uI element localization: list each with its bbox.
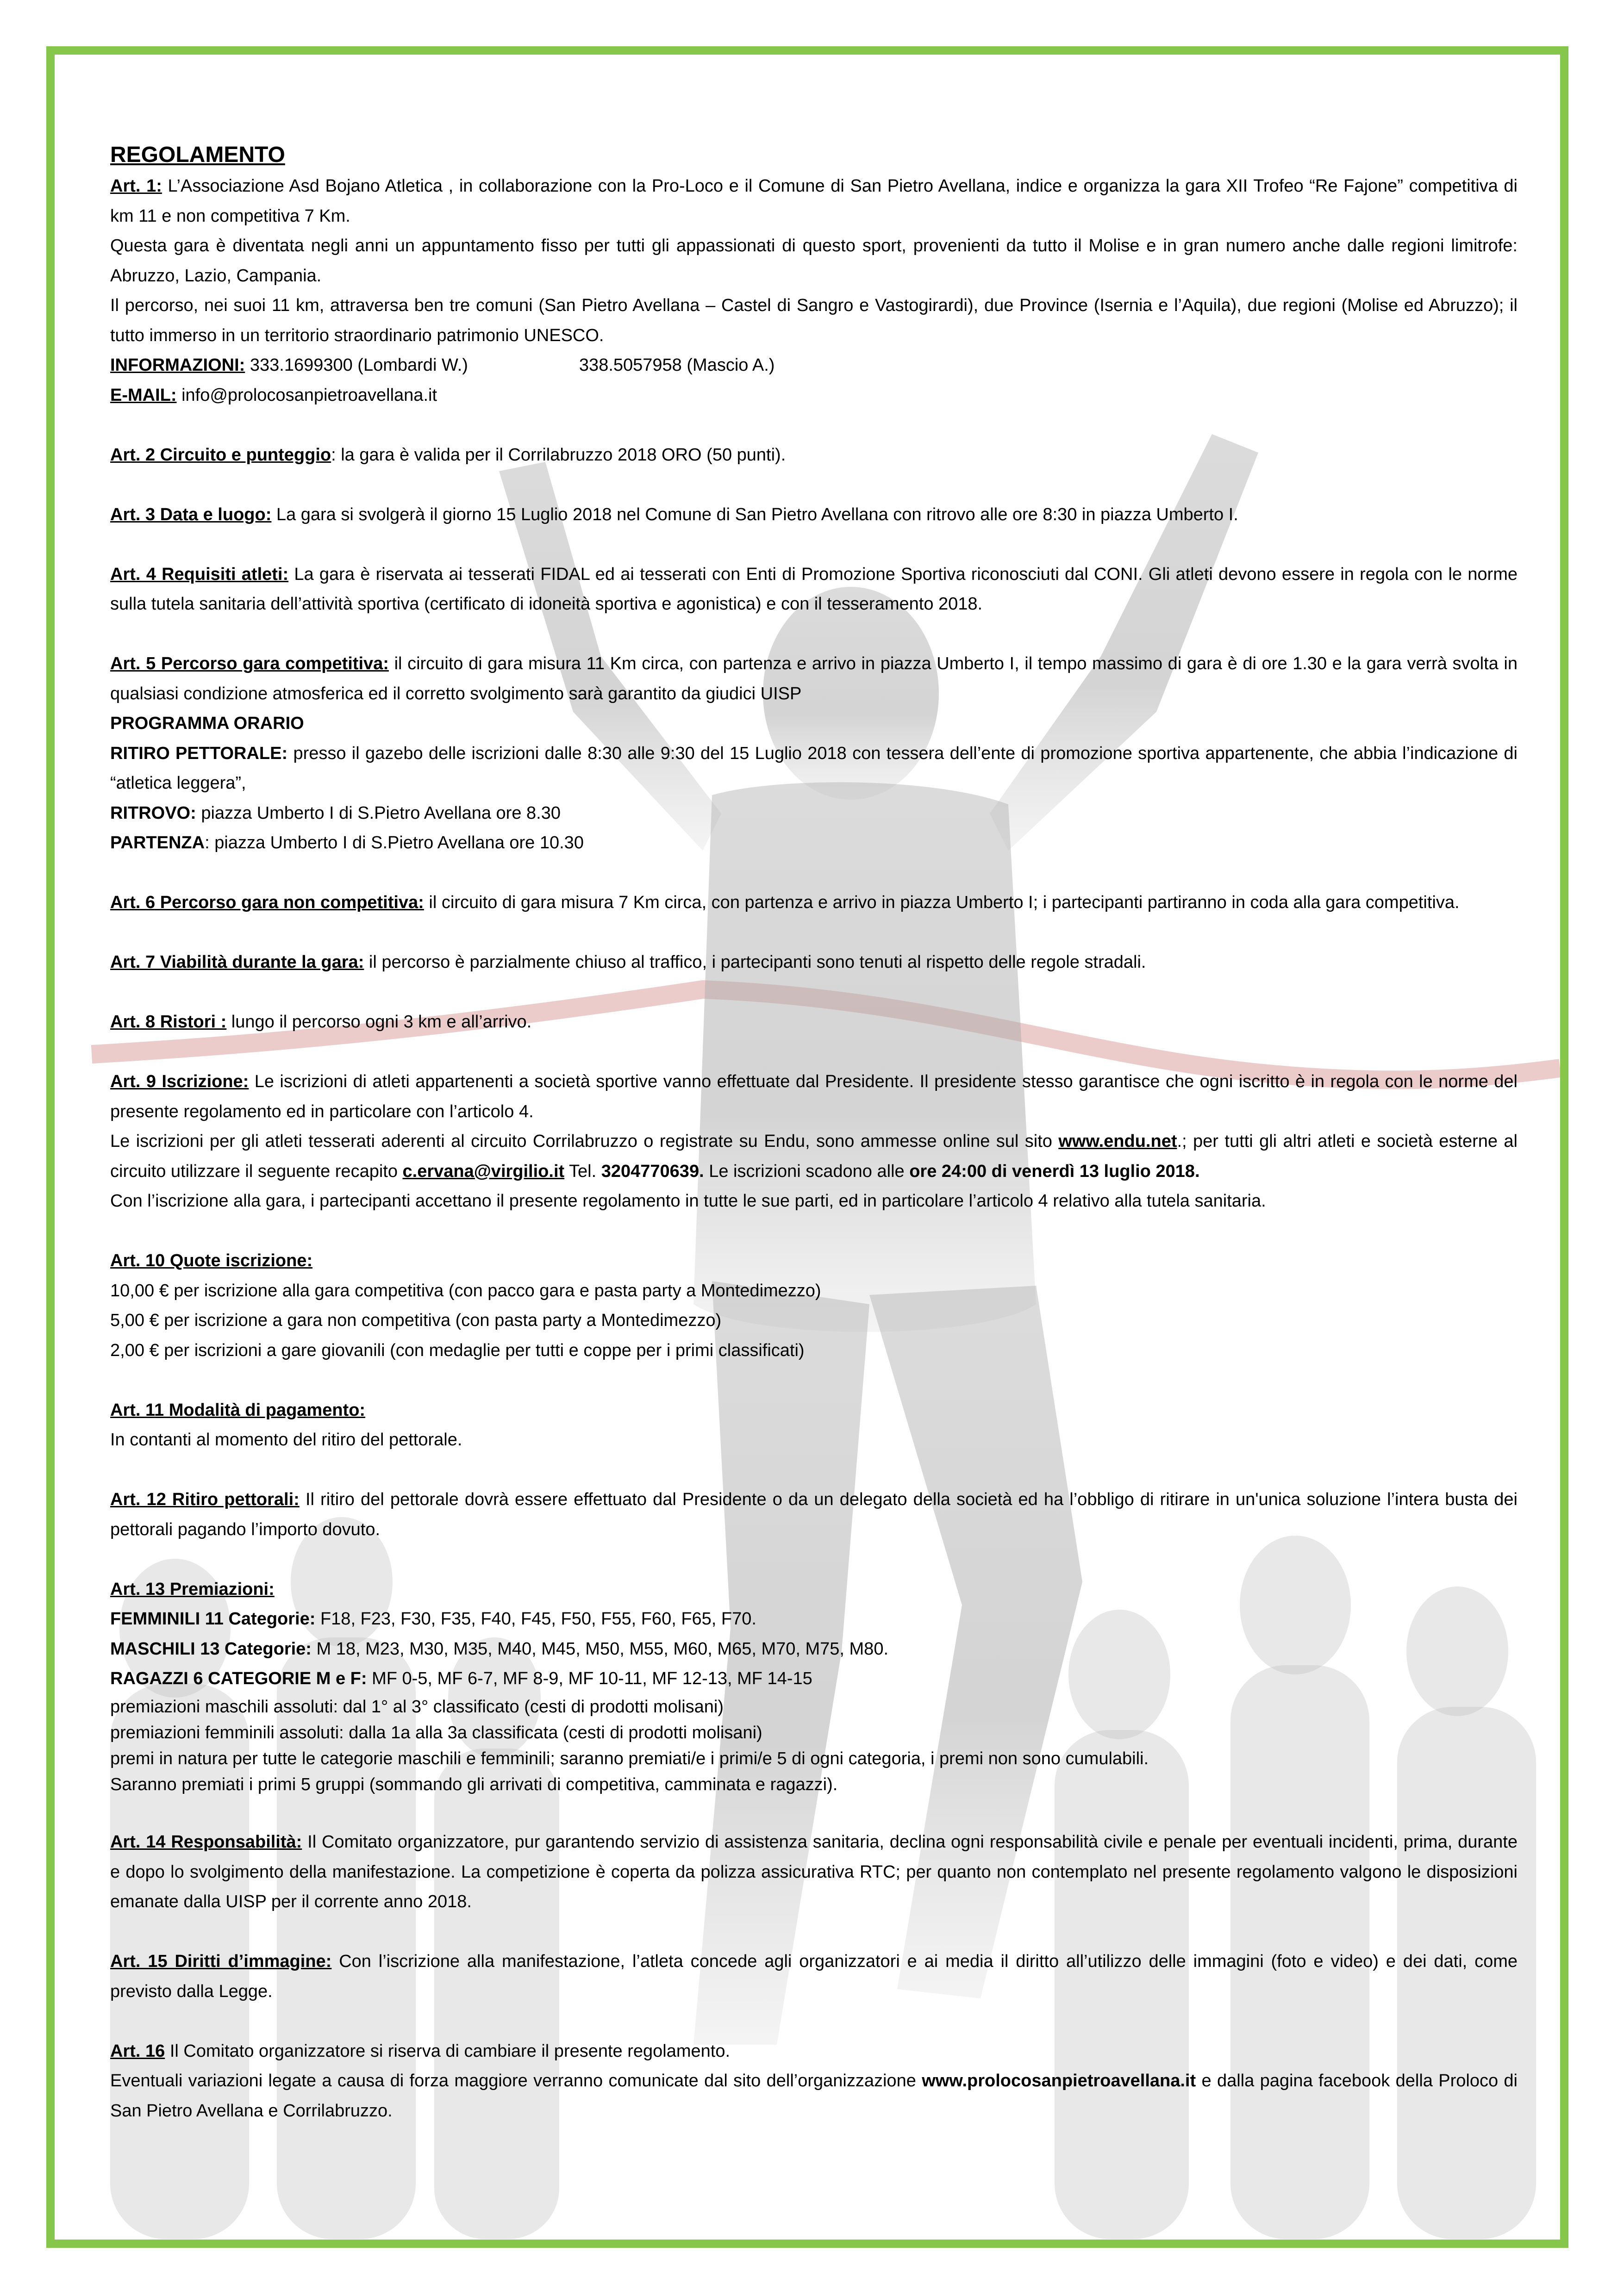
- art15-paragraph: Art. 15 Diritti d’immagine: Con l’iscrizione alla manifestazione, l’atleta concede agli organizzatori e ai media il diritto all’utilizzo delle immagini (foto e video) e dei dati, come previsto dalla Legge.: [110, 1952, 1518, 2001]
- info-line: INFORMAZIONI: 333.1699300 (Lombardi W.) 338.5057958 (Mascio A.): [110, 355, 775, 375]
- art9-paragraph: Art. 9 Iscrizione: Le iscrizioni di atleti appartenenti a società sportive vanno effettuate dal Presidente. Il presidente stesso garantisce che ogni iscritto è in regola con le norme del presente regolamento ed in particolare con l’articolo 4.: [110, 1072, 1518, 1121]
- premi-line-3: premi in natura per tutte le categorie maschili e femminili; saranno premiati/e i primi/e 5 di ogni categoria, i premi non sono cumulabili.: [110, 1748, 1149, 1768]
- programma-orario: PROGRAMMA ORARIO: [110, 714, 304, 733]
- ritrovo: RITROVO: piazza Umberto I di S.Pietro Avellana ore 8.30: [110, 803, 561, 823]
- art6-paragraph: Art. 6 Percorso gara non competitiva: il circuito di gara misura 7 Km circa, con partenza e arrivo in piazza Umberto I; i partecipanti partiranno in coda alla gara competitiva.: [110, 893, 1460, 912]
- art12-paragraph: Art. 12 Ritiro pettorali: Il ritiro del pettorale dovrà essere effettuato dal Presidente o da un delegato della società ed ha l’obbligo di ritirare in un'unica soluzione l’intera busta dei pettorali pagando l’importo dovuto.: [110, 1490, 1518, 1539]
- ritiro-pettorale: RITIRO PETTORALE: presso il gazebo delle iscrizioni dalle 8:30 alle 9:30 del 15 Luglio 2018 con tessera dell’ente di promozione sportiva appartenente, che abbia l’indicazione di “atletica leggera”,: [110, 743, 1518, 793]
- art9-paragraph-3: Con l’iscrizione alla gara, i partecipanti accettano il presente regolamento in tutte le sue parti, ed in particolare l’articolo 4 relativo alla tutela sanitaria.: [110, 1191, 1266, 1211]
- quota-3: 2,00 € per iscrizioni a gare giovanili (con medaglie per tutti e coppe per i primi classificati): [110, 1340, 805, 1360]
- quota-1: 10,00 € per iscrizione alla gara competitiva (con pacco gara e pasta party a Montedimezzo): [110, 1281, 821, 1300]
- maschili-categorie: MASCHILI 13 Categorie: M 18, M23, M30, M35, M40, M45, M50, M55, M60, M65, M70, M75, M80.: [110, 1639, 889, 1659]
- art14-paragraph: Art. 14 Responsabilità: Il Comitato organizzatore, pur garantendo servizio di assistenza sanitaria, declina ogni responsabilità civile e penale per eventuali incidenti, prima, durante e dopo lo svolgimento della manifestazione. La competizione è coperta da polizza assicurativa RTC; per quanto non contemplato nel presente regolamento valgono le disposizioni emanate dalla UISP per il corrente anno 2018.: [110, 1832, 1518, 1911]
- art7-paragraph: Art. 7 Viabilità durante la gara: il percorso è parzialmente chiuso al traffico, i partecipanti sono tenuti al rispetto delle regole stradali.: [110, 952, 1146, 972]
- art2-paragraph: Art. 2 Circuito e punteggio: la gara è valida per il Corrilabruzzo 2018 ORO (50 punti).: [110, 445, 786, 465]
- premi-line-4: Saranno premiati i primi 5 gruppi (sommando gli arrivati di competitiva, camminata e ragazzi).: [110, 1774, 838, 1794]
- art4-paragraph: Art. 4 Requisiti atleti: La gara è riservata ai tesserati FIDAL ed ai tesserati con Enti di Promozione Sportiva riconosciuti dal CONI. Gli atleti devono essere in regola con le norme sulla tutela sanitaria dell’attività sportiva (certificato di idoneità sportiva e agonistica) e con il tesseramento 2018.: [110, 564, 1518, 614]
- page-title: REGOLAMENTO: [110, 143, 285, 167]
- premi-line-1: premiazioni maschili assoluti: dal 1° al 3° classificato (cesti di prodotti molisani): [110, 1697, 724, 1717]
- art9-paragraph-2: Le iscrizioni per gli atleti tesserati aderenti al circuito Corrilabruzzo o registrate su Endu, sono ammesse online sul sito www.endu.net.; per tutti gli altri atleti e società esterne al circuito utilizzare il seguente recapito c.ervana@virgilio.it Tel. 3204770639. Le iscrizioni scadono alle ore 24:00 di venerdì 13 luglio 2018.: [110, 1132, 1518, 1181]
- regolamento-document: [110, 139, 1518, 2126]
- premi-line-2: premiazioni femminili assoluti: dalla 1a alla 3a classificata (cesti di prodotti molisani): [110, 1723, 762, 1742]
- femminili-categorie: FEMMINILI 11 Categorie: F18, F23, F30, F35, F40, F45, F50, F55, F60, F65, F70.: [110, 1609, 756, 1629]
- art1-paragraph: Art. 1: L’Associazione Asd Bojano Atletica , in collaborazione con la Pro-Loco e il Comune di San Pietro Avellana, indice e organizza la gara XII Trofeo “Re Fajone” competitiva di km 11 e non competitiva 7 Km.: [110, 176, 1518, 226]
- art11-heading: Art. 11 Modalità di pagamento:: [110, 1400, 366, 1420]
- art1-paragraph-2: Questa gara è diventata negli anni un appuntamento fisso per tutti gli appassionati di questo sport, provenienti da tutto il Molise e in gran numero anche dalle regioni limitrofe: Abruzzo, Lazio, Campania.: [110, 236, 1518, 286]
- art1-heading: Art. 1:: [110, 176, 162, 196]
- art8-paragraph: Art. 8 Ristori : lungo il percorso ogni 3 km e all’arrivo.: [110, 1012, 532, 1032]
- quota-2: 5,00 € per iscrizione a gara non competitiva (con pasta party a Montedimezzo): [110, 1311, 722, 1330]
- ervana-email-link[interactable]: c.ervana@virgilio.it: [402, 1161, 565, 1181]
- endu-link[interactable]: www.endu.net: [1058, 1132, 1177, 1151]
- art1-paragraph-3: Il percorso, nei suoi 11 km, attraversa ben tre comuni (San Pietro Avellana – Castel di Sangro e Vastogirardi), due Province (Isernia e l’Aquila), due regioni (Molise ed Abruzzo); il tutto immerso in un territorio straordinario patrimonio UNESCO.: [110, 296, 1518, 345]
- art10-heading: Art. 10 Quote iscrizione:: [110, 1251, 313, 1270]
- ragazzi-categorie: RAGAZZI 6 CATEGORIE M e F: MF 0-5, MF 6-7, MF 8-9, MF 10-11, MF 12-13, MF 14-15: [110, 1669, 812, 1688]
- email-line: E-MAIL: info@prolocosanpietroavellana.it: [110, 385, 437, 405]
- proloco-link[interactable]: www.prolocosanpietroavellana.it: [922, 2071, 1196, 2091]
- art5-paragraph: Art. 5 Percorso gara competitiva: il circuito di gara misura 11 Km circa, con partenza e arrivo in piazza Umberto I, il tempo massimo di gara è di ore 1.30 e la gara verrà svolta in qualsiasi condizione atmosferica ed il corretto svolgimento sarà garantito da giudici UISP: [110, 654, 1518, 703]
- art16-paragraph: Art. 16 Il Comitato organizzatore si riserva di cambiare il presente regolamento.: [110, 2041, 731, 2061]
- art3-paragraph: Art. 3 Data e luogo: La gara si svolgerà il giorno 15 Luglio 2018 nel Comune di San Pietro Avellana con ritrovo alle ore 8:30 in piazza Umberto I.: [110, 504, 1238, 524]
- partenza: PARTENZA: piazza Umberto I di S.Pietro Avellana ore 10.30: [110, 833, 584, 852]
- art16-paragraph-2: Eventuali variazioni legate a causa di forza maggiore verranno comunicate dal sito dell’organizzazione www.prolocosanpietroavellana.it e dalla pagina facebook della Proloco di San Pietro Avellana e Corrilabruzzo.: [110, 2071, 1518, 2121]
- art13-heading: Art. 13 Premiazioni:: [110, 1579, 275, 1599]
- art11-text: In contanti al momento del ritiro del pettorale.: [110, 1430, 462, 1450]
